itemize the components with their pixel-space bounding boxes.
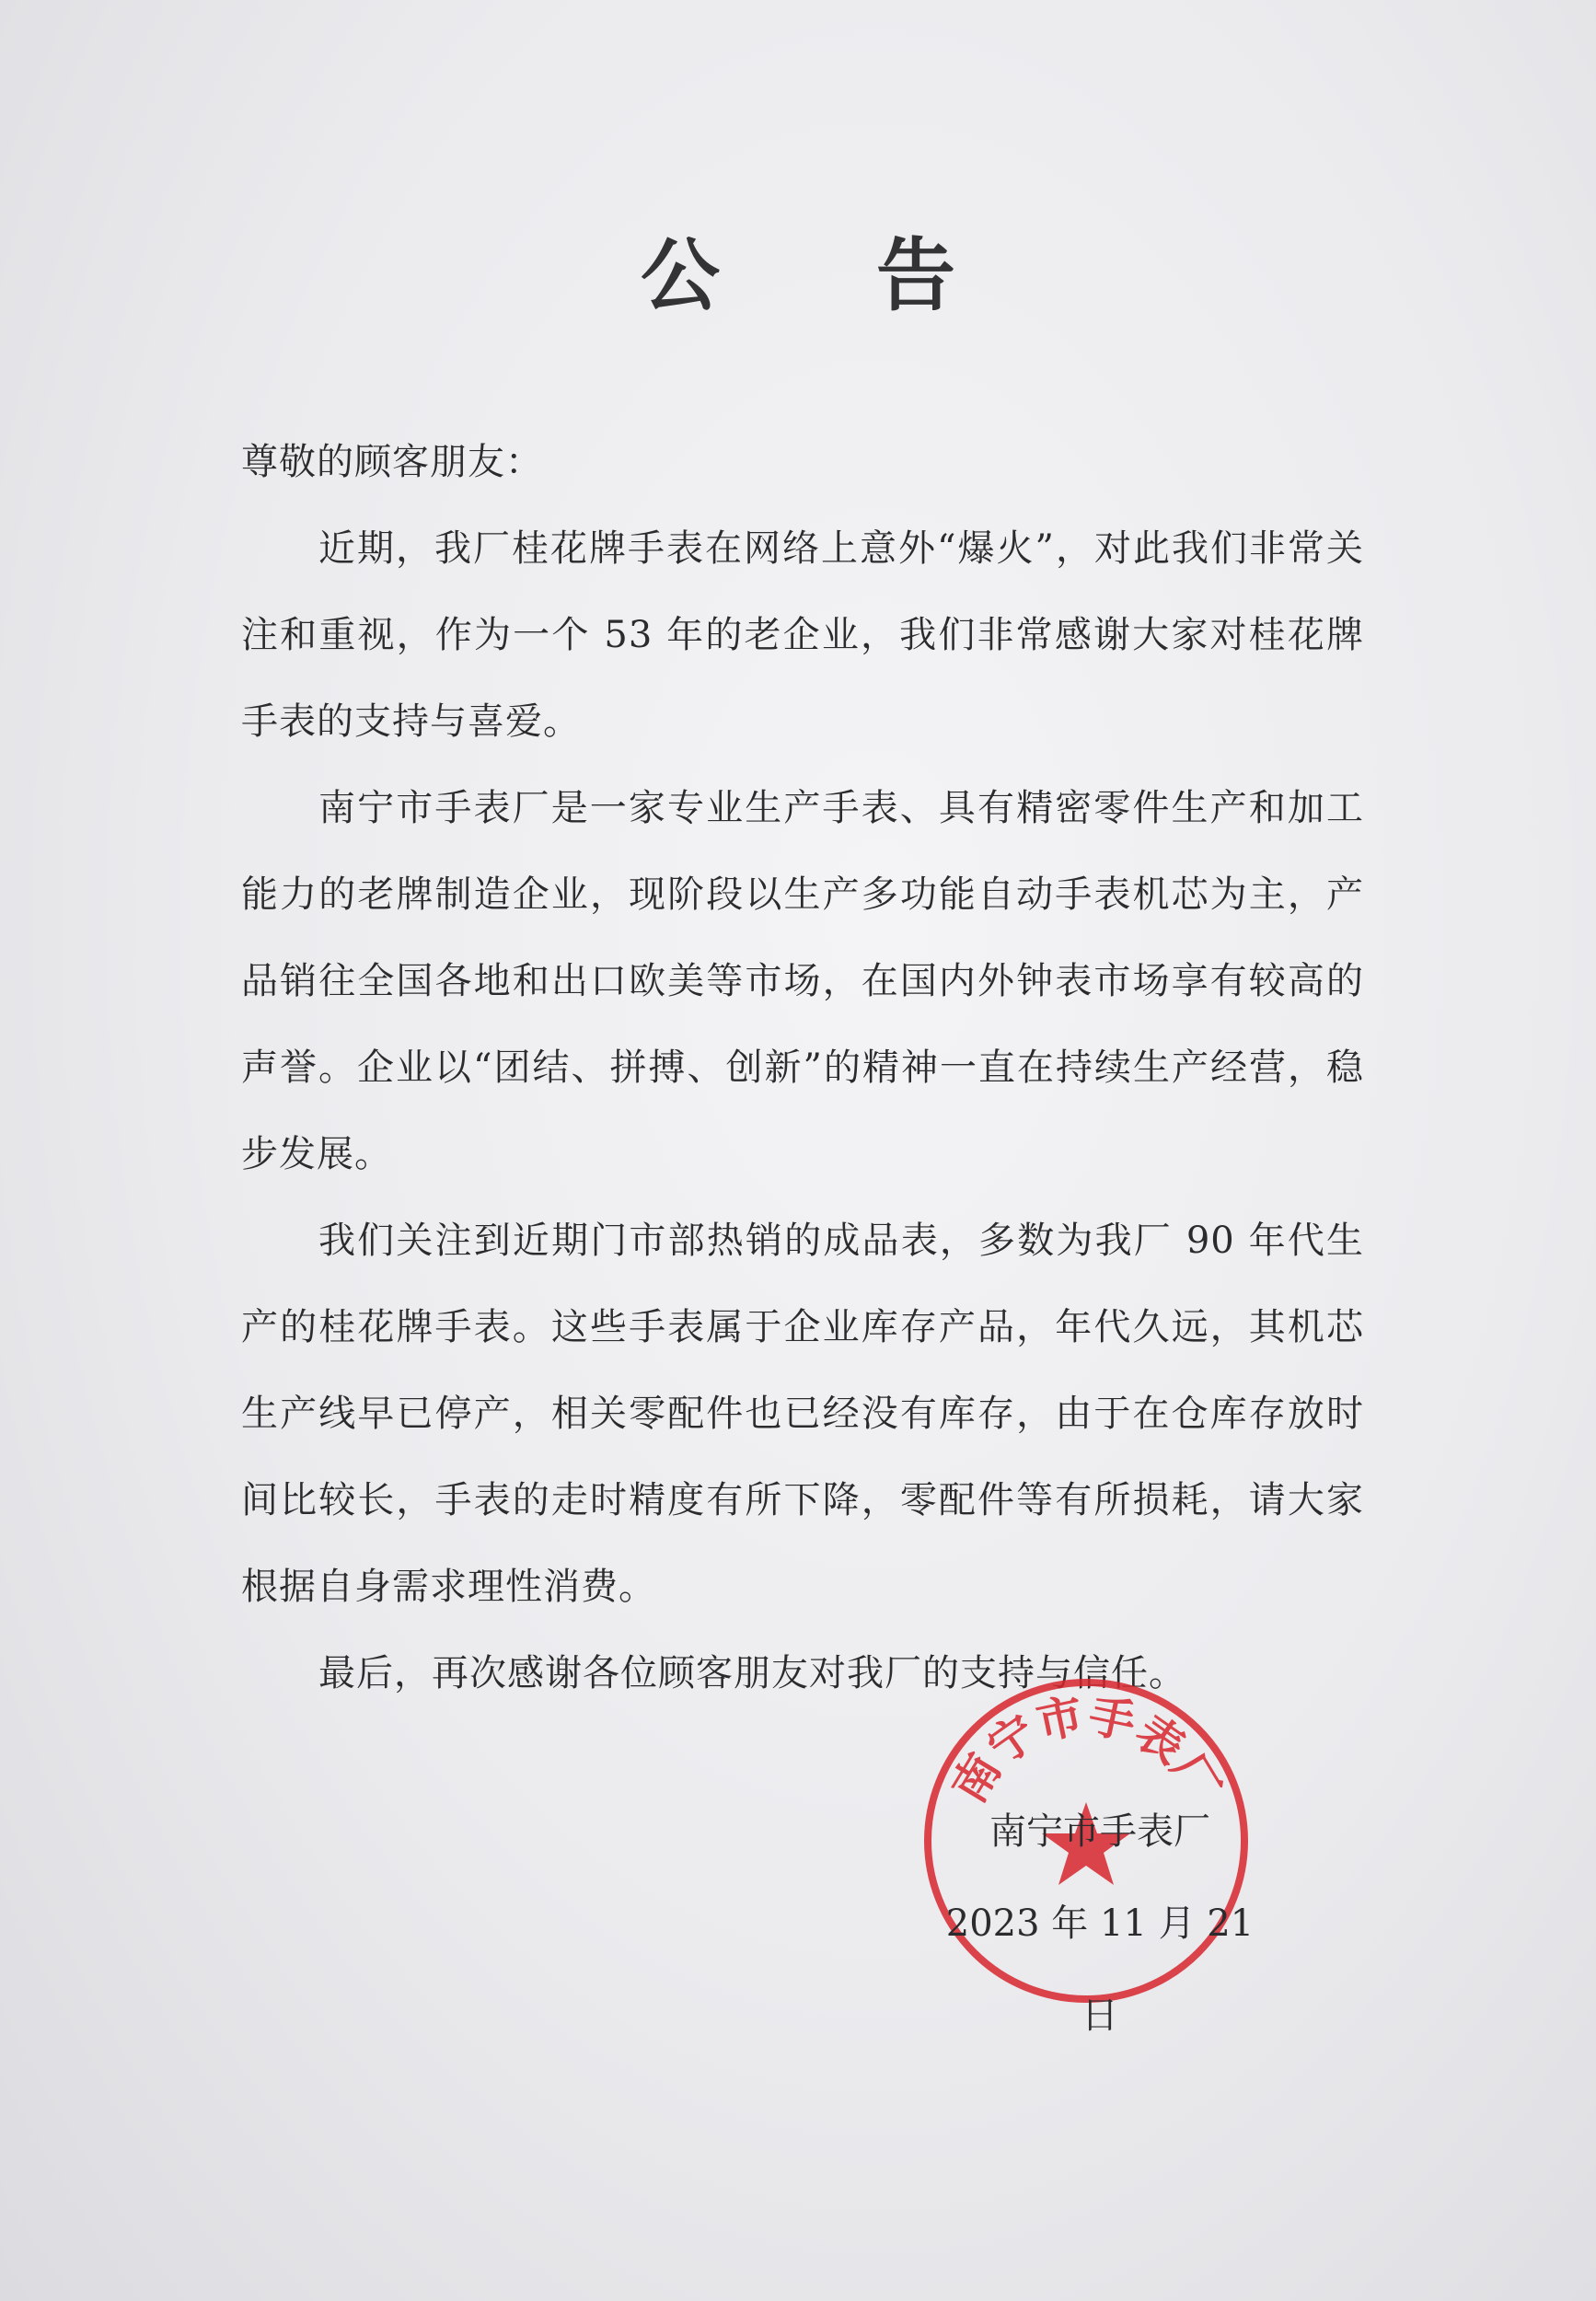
notice-body — [241, 419, 1364, 1717]
signature-block — [934, 1786, 1266, 2062]
paragraph-1: 近期，我厂桂花牌手表在网络上意外“爆火”，对此我们非常关注和重视，作为一个 53 年的老企业，我们非常感谢大家对桂花牌手表的支持与喜爱。 — [241, 527, 1364, 743]
paragraph-3: 我们关注到近期门市部热销的成品表，多数为我厂 90 年代生产的桂花牌手表。这些手表属于企业库存产品，年代久远，其机芯生产线早已停产，相关零配件也已经没有库存，由于在仓库存放时间比较长，手表的走时精度有所下降，零配件等有所损耗，请大家根据自身需求理性消费。 — [241, 1220, 1364, 1608]
signature-date: 2023 年 11 月 21 日 — [945, 1902, 1255, 2037]
notice-title: 公 告 — [641, 229, 1020, 322]
paragraph-4: 最后，再次感谢各位顾客朋友对我厂的支持与信任。 — [318, 1652, 1186, 1694]
signature-org: 南宁市手表厂 — [989, 1810, 1210, 1853]
seal-text: 南宁市手表厂 — [941, 1687, 1232, 1812]
paragraph-2: 南宁市手表厂是一家专业生产手表、具有精密零件生产和加工能力的老牌制造企业，现阶段以生产多功能自动手表机芯为主，产品销往全国各地和出口欧美等市场，在国内外钟表市场享有较高的声誉。企业以“团结、拼搏、创新”的精神一直在持续生产经营，稳步发展。 — [241, 787, 1364, 1175]
salutation: 尊敬的顾客朋友： — [241, 441, 543, 483]
